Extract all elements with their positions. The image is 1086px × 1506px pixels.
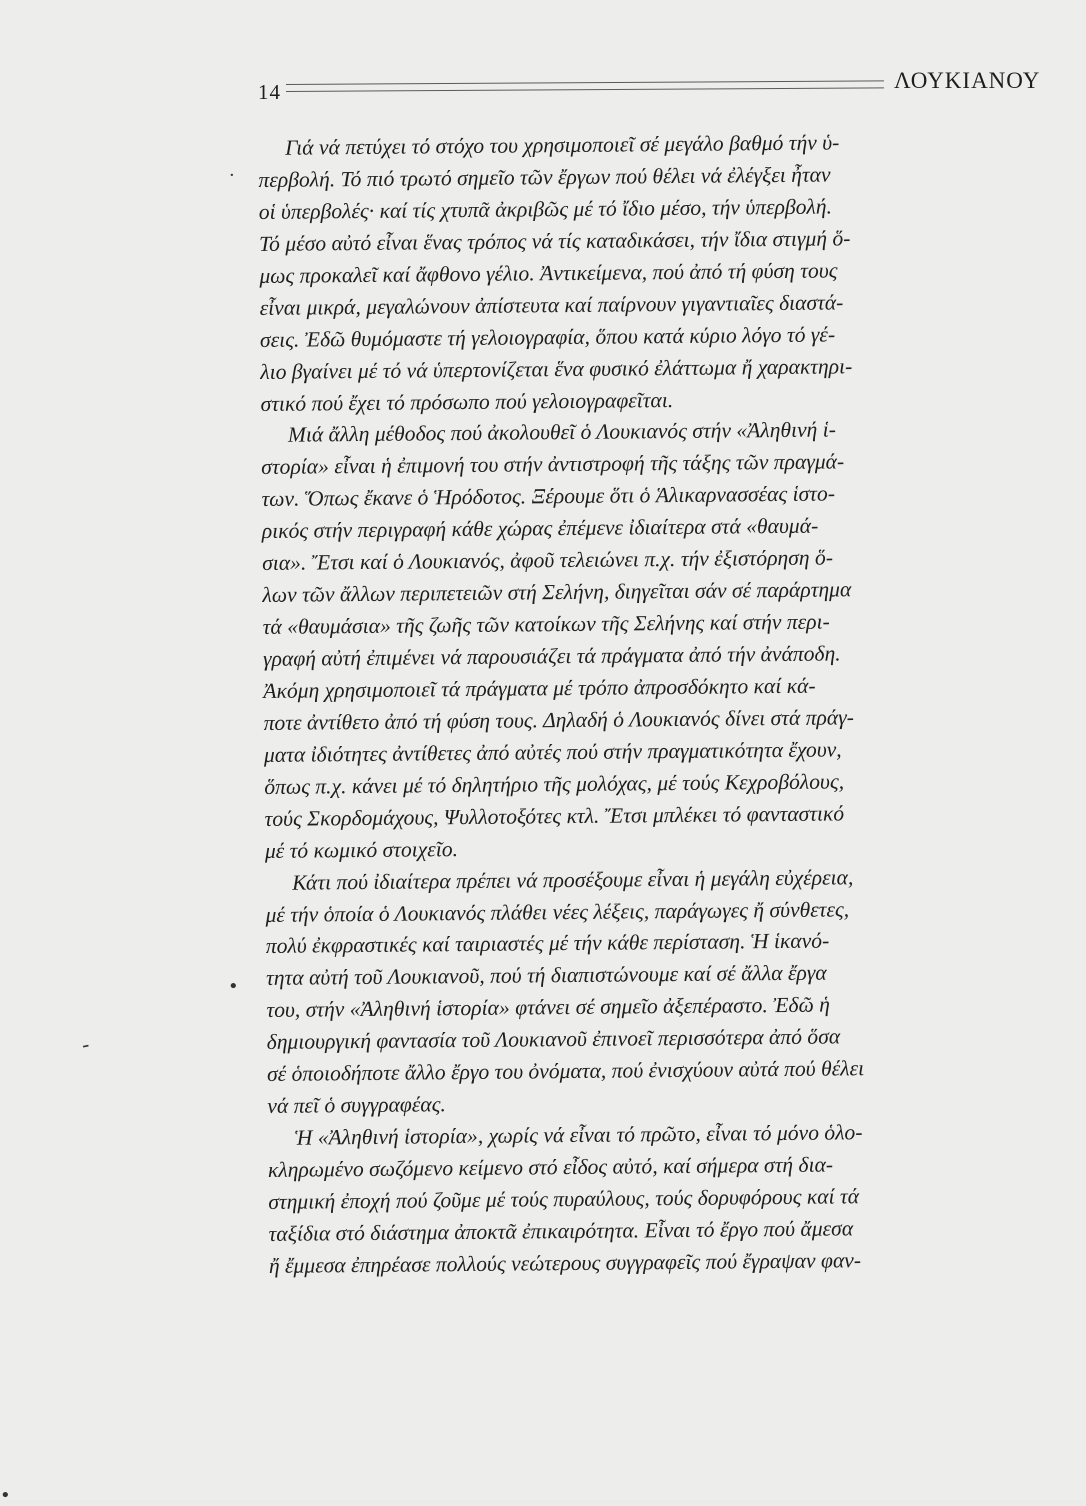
body-text bbox=[258, 125, 1055, 1282]
text-line: ματα ἰδιότητες ἀντίθετες ἀπό αὐτές πού στήν πραγματικότητα ἔχουν, bbox=[263, 737, 842, 767]
text-line: των. Ὅπως ἔκανε ὁ Ἡρόδοτος. Ξέρουμε ὅτι ὁ Ἁλικαρνασσέας ἱστο- bbox=[261, 481, 836, 512]
header-double-rule bbox=[286, 80, 884, 92]
text-line: ποτε ἀντίθετο ἀπό τή φύση τους. Δηλαδή ὁ Λουκιανός δίνει στά πράγ- bbox=[263, 705, 854, 735]
page-number: 14 bbox=[258, 80, 281, 104]
text-line: στορία» εἶναι ἡ ἐπιμονή του στήν ἀντιστροφή τῆς τάξης τῶν πραγμά- bbox=[261, 449, 845, 480]
text-line: ταξίδια στό διάστημα ἀποκτᾶ ἐπικαιρότητα. Εἶναι τό ἔργο πού ἄμεσα bbox=[268, 1216, 854, 1246]
text-line: μέ τήν ὁποία ὁ Λουκιανός πλάθει νέες λέξεις, παράγωγες ἤ σύνθετες, bbox=[265, 896, 850, 927]
text-line: Ἡ «Ἀληθινή ἱστορία», χωρίς νά εἶναι τό πρῶτο, εἶναι τό μόνο ὁλο- bbox=[294, 1120, 863, 1150]
margin-mark: • bbox=[228, 976, 239, 997]
running-title: ΛΟΥΚΙΑΝΟΥ bbox=[894, 68, 1041, 93]
text-line: λιο βγαίνει μέ τό νά ὑπερτονίζεται ἕνα φυσικό ἐλάττωμα ἤ χαρακτηρι- bbox=[260, 353, 853, 384]
text-line: δημιουργική φαντασία τοῦ Λουκιανοῦ ἐπινοεῖ περισσότερα ἀπό ὅσα bbox=[266, 1024, 841, 1055]
text-line: μέ τό κωμικό στοιχεῖο. bbox=[264, 836, 459, 863]
text-line: στικό πού ἔχει τό πρόσωπο πού γελοιογραφεῖται. bbox=[260, 387, 674, 416]
text-line: λων τῶν ἄλλων περιπετειῶν στή Σελήνη, διηγεῖται σάν σέ παράρτημα bbox=[262, 577, 852, 608]
text-line: περβολή. Τό πιό τρωτό σημεῖο τῶν ἔργων πού θέλει νά ἐλέγξει ἦταν bbox=[258, 162, 831, 192]
text-line: νά πεῖ ὁ συγγραφέας. bbox=[267, 1092, 446, 1119]
text-line: πολύ ἐκφραστικές καί ταιριαστές μέ τήν κάθε περίσταση. Ἡ ἱκανό- bbox=[265, 928, 830, 959]
text-line: σια». Ἔτσι καί ὁ Λουκιανός, ἀφοῦ τελειώνει π.χ. τήν ἐξιστόρηση ὅ- bbox=[262, 545, 834, 576]
text-line: Ἀκόμη χρησιμοποιεῖ τά πράγματα μέ τρόπο ἀπροσδόκητο καί κά- bbox=[263, 673, 816, 703]
margin-mark: - bbox=[79, 1032, 92, 1059]
text-line: τητα αὐτή τοῦ Λουκιανοῦ, πού τή διαπιστώνουμε καί σέ ἄλλα ἔργα bbox=[265, 960, 827, 991]
margin-mark: • bbox=[0, 1485, 11, 1506]
text-line: στημική ἐποχή πού ζοῦμε μέ τούς πυραύλους, τούς δορυφόρους καί τά bbox=[268, 1184, 860, 1214]
text-line: Μιά ἄλλη μέθοδος πού ἀκολουθεῖ ὁ Λουκιανός στήν «Ἀληθινή ἱ- bbox=[287, 417, 837, 448]
text-line: οἱ ὑπερβολές· καί τίς χτυπᾶ ἀκριβῶς μέ τό ἴδιο μέσο, τήν ὑπερβολή. bbox=[258, 194, 833, 224]
text-line: τά «θαυμάσια» τῆς ζωῆς τῶν κατοίκων τῆς Σελήνης καί στήν περι- bbox=[262, 609, 830, 640]
text-line: ὅπως π.χ. κάνει μέ τό δηλητήριο τῆς μολόχας, μέ τούς Κεχροβόλους, bbox=[264, 769, 845, 799]
text-line: σεις. Ἐδῶ θυμόμαστε τή γελοιογραφία, ὅπου κατά κύριο λόγο τό γέ- bbox=[259, 322, 836, 352]
text-line: τούς Σκορδομάχους, Ψυλλοτοξότες κτλ. Ἔτσι μπλέκει τό φανταστικό bbox=[264, 801, 845, 831]
text-line: Γιά νά πετύχει τό στόχο του χρησιμοποιεῖ σέ μεγάλο βαθμό τήν ὑ- bbox=[285, 130, 840, 160]
text-line: Τό μέσο αὐτό εἶναι ἕνας τρόπος νά τίς καταδικάσει, τήν ἴδια στιγμή ὅ- bbox=[258, 226, 851, 256]
text-line: εἶναι μικρά, μεγαλώνουν ἀπίστευτα καί παίρνουν γιγαντιαῖες διαστά- bbox=[259, 290, 844, 320]
text-line: μως προκαλεῖ καί ἄφθονο γέλιο. Ἀντικείμενα, πού ἀπό τή φύση τους bbox=[259, 258, 838, 288]
text-line: κληρωμένο σωζόμενο κείμενο στό εἶδος αὐτό, καί σήμερα στή δια- bbox=[267, 1152, 834, 1182]
text-line: ρικός στήν περιγραφή κάθε χώρας ἐπέμενε ἰδιαίτερα στά «θαυμά- bbox=[261, 513, 819, 544]
text-line: Κάτι πού ἰδιαίτερα πρέπει νά προσέξουμε εἶναι ἡ μεγάλη εὐχέρεια, bbox=[292, 864, 854, 895]
margin-mark: · bbox=[229, 165, 235, 186]
text-line: του, στήν «Ἀληθινή ἱστορία» φτάνει σέ σημεῖο ἀξεπέραστο. Ἐδῶ ἡ bbox=[266, 992, 830, 1023]
text-line: γραφή αὐτή ἐπιμένει νά παρουσιάζει τά πράγματα ἀπό τήν ἀνάποδη. bbox=[262, 641, 841, 671]
text-line: ἤ ἔμμεσα ἐπηρέασε πολλούς νεώτερους συγγραφεῖς πού ἔγραψαν φαν- bbox=[268, 1248, 862, 1278]
text-line: σέ ὁποιοδήποτε ἄλλο ἔργο του ὀνόματα, πού ἐνισχύουν αὐτά πού θέλει bbox=[266, 1056, 865, 1087]
page-header bbox=[258, 68, 1048, 108]
